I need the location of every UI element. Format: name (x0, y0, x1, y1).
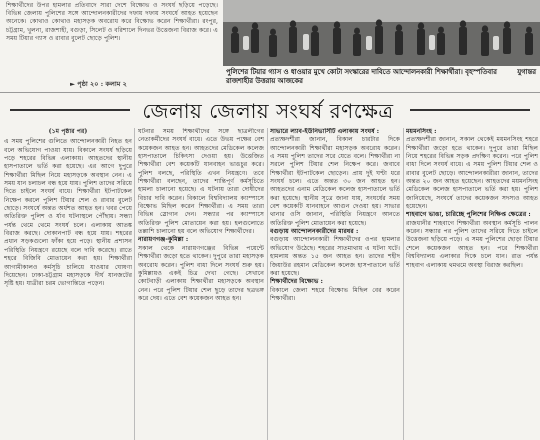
column-3-subhead-2: বগুড়ায় আন্দোলনকারীদের মারধর : (270, 228, 359, 236)
article-column-4 (406, 128, 538, 440)
column-4-subhead-2: শাহবাগে ভাঙা, চারিচ্ছে পুলিশের নিক্ষিপ্ত ক্ষেত্রের : (406, 211, 531, 219)
headline-ornament-right (410, 109, 530, 111)
column-4-subhead: ময়মনসিংহ : (406, 128, 437, 135)
protest-photo-graphic (223, 0, 540, 66)
column-4-body-2: রাজধানীর শাহবাগে শিক্ষার্থীরা অবস্থান কর্মসূচি পালন করেন। সন্ধ্যার পর পুলিশ তাদের সরিয়ে দিতে চাইলে উত্তেজনা ছড়িয়ে পড়ে। এ সময় পুলিশের ছোড়া টিয়ার শেলে কয়েকজন আহত হন। পরে শিক্ষার্থীরা বিশ্ববিদ্যালয় এলাকার দিকে চলে যান। রাত পর্যন্ত শাহবাগ এলাকায় থমথমে অবস্থা বিরাজ করছিল। (406, 219, 538, 269)
column-3-body: প্রত্যক্ষদর্শীরা জানান, বিকাল চারটার দিকে আন্দোলনকারী শিক্ষার্থীরা মহাসড়ক অবরোধ করেন। এ সময় পুলিশ তাদের সরে যেতে বলে। শিক্ষার্থীরা না সরলে পুলিশ টিয়ার শেল নিক্ষেপ করে। জবাবে শিক্ষার্থীরা ইটপাটকেল ছোড়েন। প্রায় দুই ঘণ্টা ধরে সংঘর্ষ চলে। এতে অন্তত ৩০ জন আহত হন। আহতদের এনাম মেডিকেল কলেজ হাসপাতালে ভর্তি করা হয়েছে। স্থানীয় সূত্রে জানা যায়, সংঘর্ষের সময় বেশ কয়েকটি যানবাহনে আগুন দেওয়া হয়। সাভার থানার ওসি জানান, পরিস্থিতি নিয়ন্ত্রণে আনতে অতিরিক্ত পুলিশ মোতায়েন করা হয়েছে। (270, 136, 400, 227)
caption-agency: যুগান্তর (517, 68, 536, 76)
section-divider (0, 92, 540, 93)
photo-caption (226, 68, 536, 86)
column-2-body-2: সকাল থেকে নারায়ণগঞ্জের বিভিন্ন পয়েন্টে শিক্ষার্থীরা জড়ো হতে থাকেন। দুপুরে তারা মহাসড়ক অবরোধ করেন। পুলিশ বাধা দিলে সংঘর্ষ শুরু হয়। কুমিল্লায়ও একই চিত্র দেখা গেছে। সেখানে কোটবাড়ী এলাকায় শিক্ষার্থীরা মহাসড়কে অবস্থান নেন। পরে পুলিশ টিয়ার শেল ছুড়ে তাদের ছত্রভঙ্গ করে দেয়। এতে বেশ কয়েকজন আহত হন। (138, 244, 264, 302)
column-4-body: প্রত্যক্ষদর্শীরা জানান, সকাল থেকেই ময়মনসিংহ শহরে শিক্ষার্থীরা জড়ো হতে থাকেন। দুপুরে তারা মিছিল নিয়ে শহরের বিভিন্ন সড়ক প্রদক্ষিণ করেন। পরে পুলিশ বাধা দিলে সংঘর্ষ বাধে। এ সময় পুলিশ টিয়ার শেল ও রাবার বুলেট ছোড়ে। আন্দোলনকারীরা জানান, তাদের অন্তত ২০ জন আহত হয়েছেন। আহতদের ময়মনসিংহ মেডিকেল কলেজ হাসপাতালে ভর্তি করা হয়। পুলিশ জানিয়েছে, সংঘর্ষে তাদের কয়েকজন সদস্যও আহত হয়েছেন। (406, 136, 538, 211)
column-1-body: এ সময় পুলিশের গুলিতে আন্দোলনকারী নিহত হন বলে অভিযোগ পাওয়া যায়। বিকালে সংঘর্ষ ছড়িয়ে পড়ে শহরের বিভিন্ন এলাকায়। আহতদের স্থানীয় হাসপাতালে ভর্তি করা হয়েছে। এর আগে দুপুরে শিক্ষার্থীরা মিছিল নিয়ে মহাসড়কে অবস্থান নেন। এ সময় যান চলাচল বন্ধ হয়ে যায়। পুলিশ তাদের সরিয়ে দিতে চাইলে সংঘর্ষ বাধে। শিক্ষার্থীরা ইটপাটকেল নিক্ষেপ করলে পুলিশ টিয়ার শেল ও রাবার বুলেট ছোড়ে। সংঘর্ষে অন্তত অর্ধশত আহত হন। খবর পেয়ে অতিরিক্ত পুলিশ ও র্যাব ঘটনাস্থলে পৌঁছায়। সন্ধ্যা পর্যন্ত থেমে থেমে সংঘর্ষ চলে। এলাকায় আতঙ্ক বিরাজ করছে। দোকানপাট বন্ধ হয়ে যায়। শহরের প্রধান সড়কগুলো ফাঁকা হয়ে পড়ে। স্থানীয় প্রশাসন পরিস্থিতি নিয়ন্ত্রণে রয়েছে বলে দাবি করেছে। রাতে শহরে বিজিবি মোতায়েন করা হয়। শিক্ষার্থীরা আগামীকালও কর্মসূচি চালিয়ে যাওয়ার ঘোষণা দিয়েছেন। ঢাকা-চট্টগ্রাম মহাসড়কে দীর্ঘ যানজটের সৃষ্টি হয়। যাত্রীরা চরম ভোগান্তিতে পড়েন। (4, 138, 132, 288)
protest-photo (223, 0, 540, 66)
continuation-note: ► পৃষ্ঠা ২০ : কলাম ২ (70, 80, 127, 88)
top-article-fragment (0, 0, 222, 92)
column-3-body-2: বগুড়ায় আন্দোলনকারী শিক্ষার্থীদের ওপর হামলার অভিযোগ উঠেছে। শহরের সাতমাথায় এ ঘটনা ঘটে। হামলায় অন্তত ১৫ জন আহত হন। তাদের শহীদ জিয়াউর রহমান মেডিকেল কলেজ হাসপাতালে ভর্তি করা হয়েছে। (270, 236, 400, 277)
column-separator (403, 128, 404, 440)
column-2-body: ঘটনার সময় শিক্ষার্থীদের সঙ্গে ছাত্রলীগের নেতাকর্মীদের সংঘর্ষ বাধে। এতে উভয় পক্ষের বেশ কয়েকজন আহত হন। আহতদের মেডিকেল কলেজ হাসপাতালে চিকিৎসা দেওয়া হয়। উত্তেজিত শিক্ষার্থীরা বেশ কয়েকটি যানবাহন ভাঙচুর করে। পুলিশ বলছে, পরিস্থিতি এখন নিয়ন্ত্রণে। তবে শিক্ষার্থীরা বলছেন, তাদের শান্তিপূর্ণ কর্মসূচিতে হামলা চালানো হয়েছে। এ ঘটনায় তারা দোষীদের বিচার দাবি করেন। বিকালে বিশ্ববিদ্যালয় ক্যাম্পাসে বিক্ষোভ মিছিল করেন শিক্ষার্থীরা। এ সময় তারা বিভিন্ন স্লোগান দেন। সন্ধ্যার পর ক্যাম্পাসে অতিরিক্ত পুলিশ মোতায়েন করা হয়। হলগুলোতে তল্লাশি চালানো হয় বলে অভিযোগ শিক্ষার্থীদের। (138, 128, 264, 236)
column-separator (134, 128, 135, 440)
article-column-2 (138, 128, 264, 440)
caption-text: পুলিশের টিয়ার গ্যাস ও ধাওয়ার মুখে কোটা সংস্কারের দাবিতে আন্দোলনকারী শিক্ষার্থীরা। বৃহস্পতিবার রাজশাহীর উত্তরায় আজকের (226, 68, 497, 85)
top-article-text: শিক্ষার্থীদের উপর হামলার প্রতিবাদে সারা দেশে বিক্ষোভ ও সংঘর্ষ ছড়িয়ে পড়েছে। বিভিন্ন জেলায় পুলিশের সঙ্গে আন্দোলনকারীদের দফায় দফায় সংঘর্ষে আহত হয়েছেন অনেকে। কোথাও কোথাও মহাসড়ক অবরোধ করে বিক্ষোভ করেন শিক্ষার্থীরা। রংপুর, চট্টগ্রাম, খুলনা, রাজশাহী, বগুড়া, সিলেট ও বরিশালে দিনভর উত্তেজনা বিরাজ করে। এ সময় টিয়ার গ্যাস ও রাবার বুলেট ছোড়ে পুলিশ। (6, 2, 218, 42)
article-column-3 (270, 128, 400, 440)
column-3-subhead: সাভারে ল্যাব-ইউনিভার্সিটি এলাকায় সংঘর্ষ : (270, 128, 380, 135)
headline: জেলায় জেলায় সংঘর্ষ রণক্ষেত্র (142, 99, 394, 123)
column-separator (267, 128, 268, 440)
column-3-subhead-3: শিক্ষার্থীদের বিক্ষোভ : (270, 278, 323, 286)
column-1-lead: (১ম পৃষ্ঠার পর) (48, 128, 88, 135)
article-column-1 (4, 128, 132, 440)
column-2-subhead: নারায়ণগঞ্জ-কুমিল্লা : (138, 236, 189, 244)
column-3-body-3: বিকালে জেলা শহরে বিক্ষোভ মিছিল বের করেন শিক্ষার্থীরা। (270, 286, 400, 302)
